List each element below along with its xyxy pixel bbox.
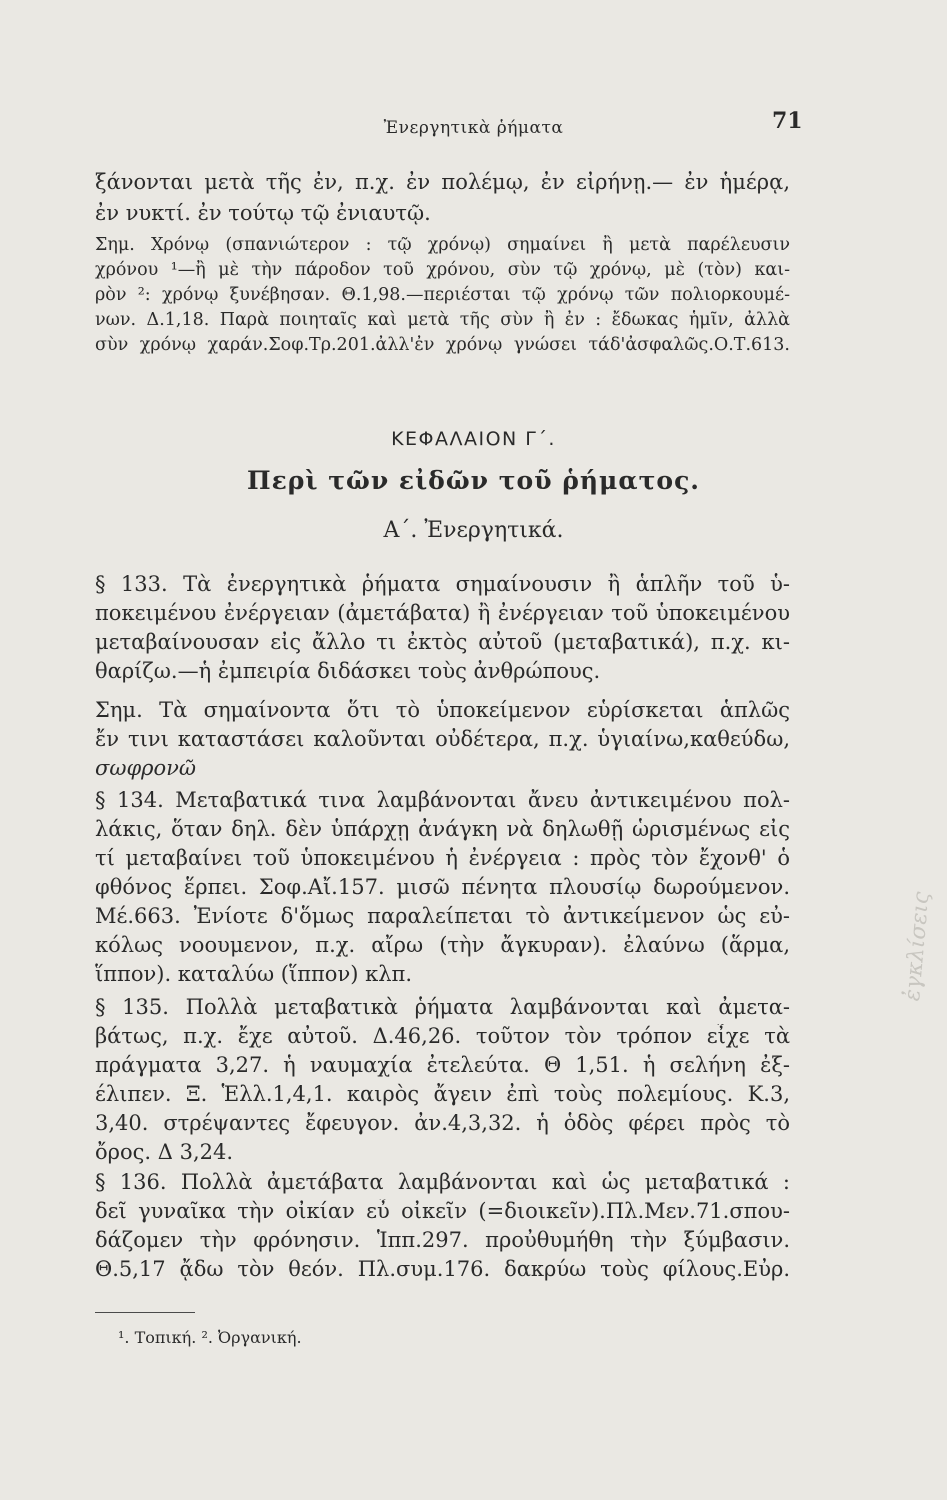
text-line: φθόνος ἕρπει. Σοφ.Αἴ.157. μισῶ πένητα πλουσίῳ δωρούμενον.	[95, 875, 790, 899]
text-line: Σημ. Τὰ σημαίνοντα ὅτι τὸ ὑποκείμενον εὑρίσκεται ἁπλῶς	[95, 698, 790, 722]
text-line: πράγματα 3,27. ἡ ναυμαχία ἐτελεύτα. Θ 1,51. ἡ σελήνη ἐξ-	[95, 1053, 790, 1077]
chapter-title: Περὶ τῶν εἰδῶν τοῦ ῥήματος.	[246, 466, 701, 495]
text-line: ἐν νυκτί. ἐν τούτῳ τῷ ἐνιαυτῷ.	[95, 201, 431, 225]
text-line: ξάνονται μετὰ τῆς ἐν, π.χ. ἐν πολέμῳ, ἐν εἰρήνῃ.— ἐν ἡμέρᾳ,	[95, 170, 790, 194]
text-line: § 133. Τὰ ἐνεργητικὰ ῥήματα σημαίνουσιν ἢ ἁπλῆν τοῦ ὑ-	[95, 572, 790, 596]
text-line: § 135. Πολλὰ μεταβατικὰ ῥήματα λαμβάνονται καὶ ἀμετα-	[95, 995, 790, 1019]
text-line: Θ.5,17 ᾄδω τὸν θεόν. Πλ.συμ.176. δακρύω τοὺς φίλους.Εὐρ.	[95, 1257, 790, 1281]
footnote: ¹. Τοπική. ². Ὀργανική.	[118, 1328, 302, 1347]
text-line: Μέ.663. Ἐνίοτε δ'ὅμως παραλείπεται τὸ ἀντικείμενον ὡς εὐ-	[95, 904, 790, 928]
text-line: § 134. Μεταβατικά τινα λαμβάνονται ἄνευ ἀντικειμένου πολ-	[95, 788, 790, 812]
text-line: ὄρος. Δ 3,24.	[95, 1140, 234, 1164]
running-head: Ἐνεργητικὰ ῥήματα	[383, 118, 564, 138]
text-line: σωφρονῶ	[95, 756, 197, 780]
text-line: χρόνου ¹—ἢ μὲ τὴν πάροδον τοῦ χρόνου, σὺν τῷ χρόνῳ, μὲ (τὸν) και-	[95, 260, 790, 280]
page-number: 71	[772, 108, 803, 134]
footnote-divider	[95, 1312, 195, 1313]
text-line: θαρίζω.—ἡ ἐμπειρία διδάσκει τοὺς ἀνθρώπους.	[95, 659, 601, 683]
text-line: δάζομεν τὴν φρόνησιν. Ἱππ.297. προὐθυμήθη τὴν ξύμβασιν.	[95, 1228, 790, 1252]
text-line: τί μεταβαίνει τοῦ ὑποκειμένου ἡ ἐνέργεια : πρὸς τὸν ἔχονθ' ὁ	[95, 846, 790, 870]
text-line: κόλως νοουμενον, π.χ. αἴρω (τὴν ἄγκυραν). ἐλαύνω (ἅρμα,	[95, 933, 790, 957]
text-line: Σημ. Χρόνῳ (σπανιώτερον : τῷ χρόνῳ) σημαίνει ἢ μετὰ παρέλευσιν	[95, 235, 790, 255]
text-line: βάτως, π.χ. ἔχε αὐτοῦ. Δ.46,26. τοῦτον τὸν τρόπον εἶχε τὰ	[95, 1024, 790, 1048]
text-line: 3,40. στρέψαντες ἔφευγον. ἀν.4,3,32. ἡ ὁδὸς φέρει πρὸς τὸ	[95, 1111, 790, 1135]
section-title: Α΄. Ἐνεργητικά.	[383, 518, 564, 543]
text-line: ποκειμένου ἐνέργειαν (ἀμετάβατα) ἢ ἐνέργειαν τοῦ ὑποκειμένου	[95, 601, 790, 625]
text-line: § 136. Πολλὰ ἀμετάβατα λαμβάνονται καὶ ὡς μεταβατικά :	[95, 1170, 790, 1194]
text-line: ἵππον). καταλύω (ἵππον) κλπ.	[95, 962, 412, 986]
chapter-heading: ΚΕΦΑΛΑΙΟΝ Γ΄.	[391, 428, 556, 450]
text-line: έλιπεν. Ξ. Ἑλλ.1,4,1. καιρὸς ἄγειν ἐπὶ τοὺς πολεμίους. Κ.3,	[95, 1082, 790, 1106]
text-line: μεταβαίνουσαν εἰς ἄλλο τι ἐκτὸς αὐτοῦ (μεταβατικά), π.χ. κι-	[95, 630, 790, 654]
text-line: ρὸν ²: χρόνῳ ξυνέβησαν. Θ.1,98.—περιέσται τῷ χρόνῳ τῶν πολιορκουμέ-	[95, 285, 790, 305]
text-line: λάκις, ὅταν δηλ. δὲν ὑπάρχῃ ἀνάγκη νὰ δηλωθῇ ὡρισμένως εἰς	[95, 817, 790, 841]
text-line: νων. Δ.1,18. Παρὰ ποιηταῖς καὶ μετὰ τῆς σὺν ἢ ἐν : ἔδωκας ἡμῖν, ἀλλὰ	[95, 310, 790, 330]
text-line: δεῖ γυναῖκα τὴν οἰκίαν εὖ οἰκεῖν (=διοικεῖν).Πλ.Μεν.71.σπου-	[95, 1199, 790, 1223]
margin-handwriting: ἐγκλίσεις	[900, 890, 935, 1003]
text-line: ἔν τινι καταστάσει καλοῦνται οὐδέτερα, π.χ. ὑγιαίνω,καθεύδω,	[95, 727, 790, 751]
text-line: σὺν χρόνῳ χαράν.Σοφ.Τρ.201.ἀλλ'ἐν χρόνῳ γνώσει τάδ'ἀσφαλῶς.Ο.Τ.613.	[95, 335, 790, 355]
